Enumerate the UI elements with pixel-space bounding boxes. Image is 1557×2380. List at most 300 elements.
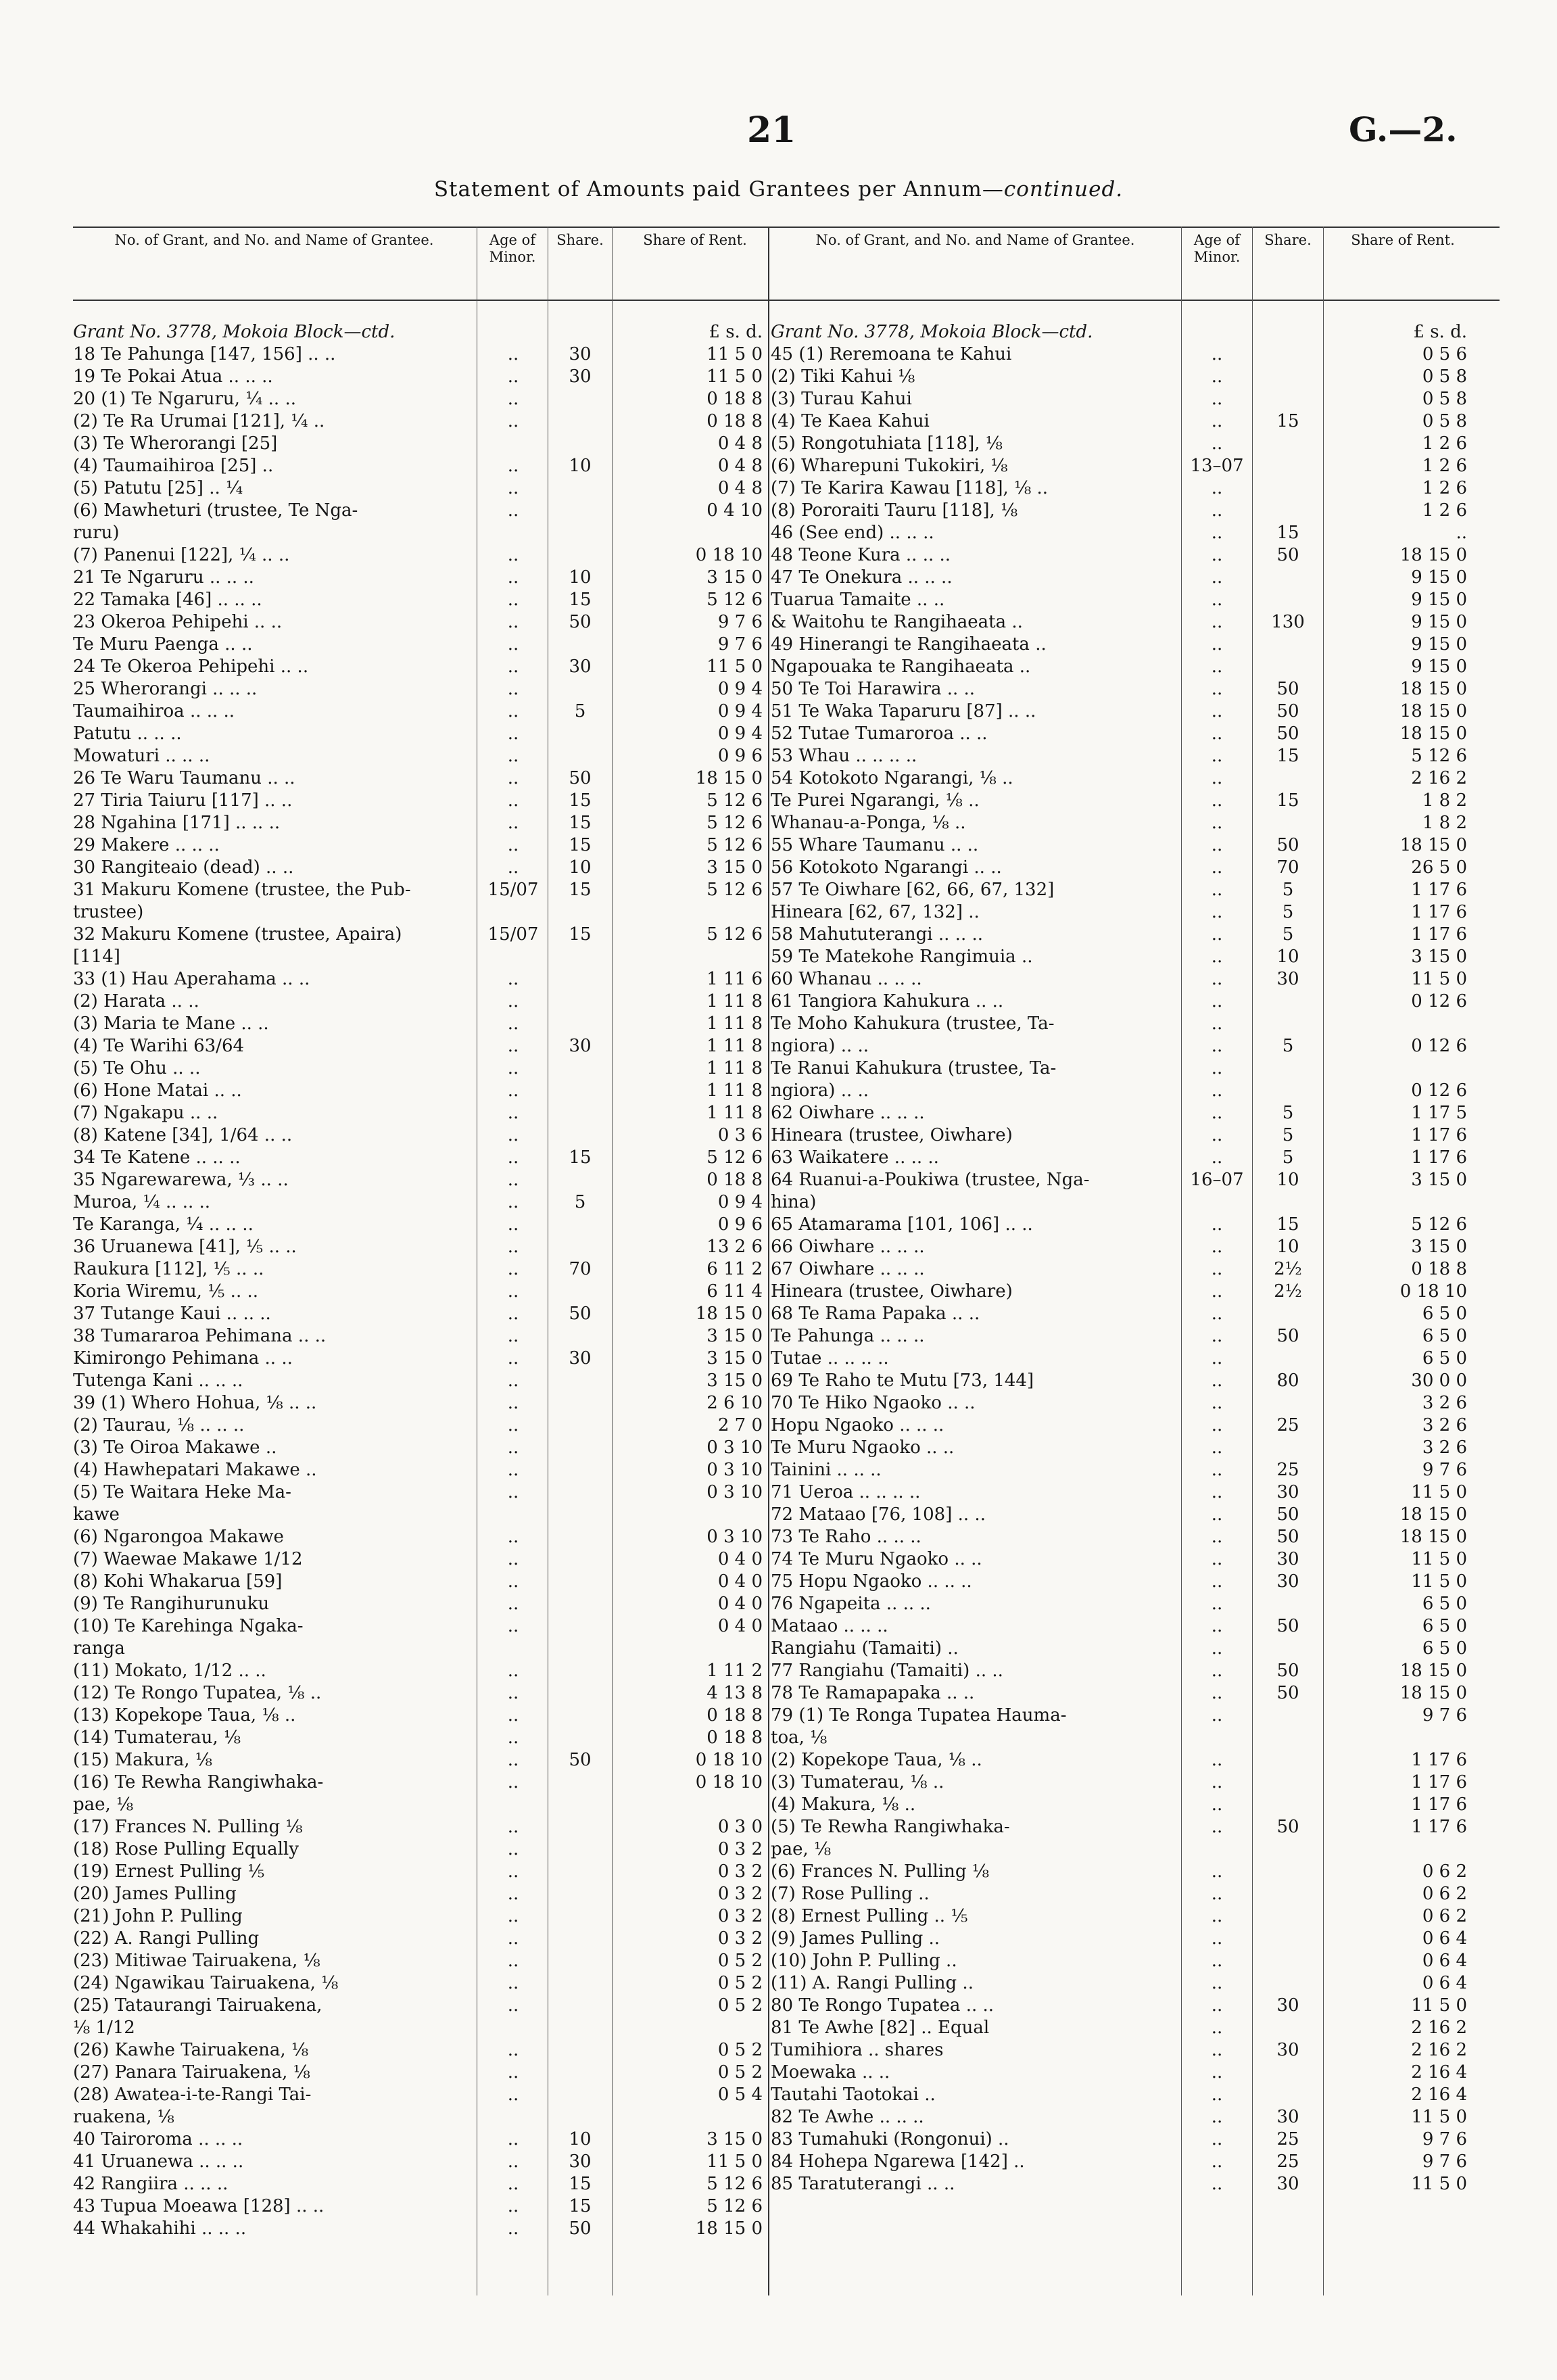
grantee-row	[73, 1928, 802, 1950]
age-of-minor: ..	[1211, 590, 1223, 610]
grantee-row	[771, 1794, 1500, 1816]
share-value: 50	[569, 612, 592, 632]
age-of-minor: ..	[1211, 1683, 1223, 1703]
grantee-row	[73, 2128, 802, 2151]
grantee-name: 48 Teone Kura .. .. ..	[771, 545, 951, 565]
age-of-minor: ..	[507, 1125, 519, 1145]
age-of-minor: ..	[507, 590, 519, 610]
grantee-row	[771, 1749, 1500, 1771]
rent-value: 1 2 6	[1422, 500, 1467, 521]
grantee-name: 79 (1) Te Ronga Tupatea Hauma-	[771, 1705, 1067, 1726]
grantee-name: Tautahi Taotokai ..	[771, 2085, 936, 2105]
grantee-name: pae, ⅛	[73, 1794, 134, 1815]
rent-value: 5 12 6	[706, 924, 763, 945]
grantee-name: Raukura [112], ⅕ .. ..	[73, 1259, 264, 1279]
share-value: 30	[1276, 2174, 1299, 2194]
grantee-name: (15) Makura, ⅛	[73, 1750, 212, 1770]
rent-value: 0 6 4	[1422, 1973, 1467, 1993]
rent-value: 3 15 0	[706, 857, 763, 878]
rent-value: 2 16 2	[1411, 768, 1467, 788]
grantee-name: (3) Tumaterau, ⅛ ..	[771, 1772, 944, 1792]
grantee-row	[73, 1861, 802, 1883]
age-of-minor: ..	[507, 1728, 519, 1748]
grantee-row	[771, 611, 1500, 634]
grantee-row	[771, 1838, 1500, 1861]
age-of-minor: ..	[1211, 523, 1223, 543]
grantee-row	[73, 1191, 802, 1214]
share-value: 30	[1276, 1571, 1299, 1592]
grantee-row	[771, 1481, 1500, 1504]
grantee-row	[771, 1080, 1500, 1102]
share-value: 15	[569, 790, 592, 811]
grantee-row	[771, 410, 1500, 433]
share-value: 15	[1276, 790, 1299, 811]
header-rule-bottom	[73, 300, 802, 301]
age-of-minor: ..	[1211, 500, 1223, 521]
grantee-name: 41 Uruanewa .. .. ..	[73, 2151, 244, 2172]
share-value: 25	[1276, 1460, 1299, 1480]
grantee-name: 61 Tangiora Kahukura .. ..	[771, 991, 1004, 1012]
grantee-row	[73, 1325, 802, 1348]
age-of-minor: ..	[507, 1058, 519, 1078]
rent-value: 0 3 10	[706, 1437, 763, 1458]
grantee-name: 80 Te Rongo Tupatea .. ..	[771, 1995, 995, 2016]
grantee-name: 83 Tumahuki (Rongonui) ..	[771, 2129, 1009, 2149]
rent-value: 11 5 0	[1411, 969, 1467, 989]
grantee-name: (4) Hawhepatari Makawe ..	[73, 1460, 317, 1480]
grantee-name: trustee)	[73, 902, 144, 922]
rent-value: 11 5 0	[706, 344, 763, 364]
rent-value: 6 11 2	[706, 1259, 763, 1279]
rent-value: 6 5 0	[1422, 1594, 1467, 1614]
rent-value: 18 15 0	[1399, 1661, 1467, 1681]
grantee-row	[771, 366, 1500, 388]
grantee-name: 54 Kotokoto Ngarangi, ⅛ ..	[771, 768, 1013, 788]
age-of-minor: ..	[1211, 1616, 1223, 1636]
rent-value: 1 2 6	[1422, 433, 1467, 454]
age-of-minor: ..	[1211, 344, 1223, 364]
grantee-row	[771, 1905, 1500, 1928]
share-value: 30	[1276, 969, 1299, 989]
age-of-minor: ..	[1211, 857, 1223, 878]
age-of-minor: ..	[507, 2196, 519, 2216]
grantee-row	[73, 745, 802, 767]
rent-value: 0 6 2	[1422, 1884, 1467, 1904]
grantee-name: (7) Rose Pulling ..	[771, 1884, 930, 1904]
age-of-minor: ..	[1211, 1951, 1223, 1971]
rent-value: 0 4 8	[717, 456, 763, 476]
rent-value: 0 9 6	[717, 1214, 763, 1235]
age-of-minor: ..	[1211, 1393, 1223, 1413]
rent-value: 6 5 0	[1422, 1304, 1467, 1324]
rent-value: 2 16 4	[1411, 2062, 1467, 2082]
age-of-minor: ..	[1211, 1928, 1223, 1949]
grantee-row	[771, 767, 1500, 790]
grantee-name: (4) Makura, ⅛ ..	[771, 1794, 916, 1815]
rent-value: 0 5 6	[1422, 344, 1467, 364]
rent-value: 0 18 8	[706, 1170, 763, 1190]
grantee-name: (4) Taumaihiroa [25] ..	[73, 456, 274, 476]
grantee-name: Te Muru Ngaoko .. ..	[771, 1437, 955, 1458]
grantee-row	[771, 2128, 1500, 2151]
grantee-name: Te Muru Paenga .. ..	[73, 634, 253, 654]
grantee-row	[73, 611, 802, 634]
grantee-name: (5) Te Ohu .. ..	[73, 1058, 201, 1078]
share-value: 15	[1276, 523, 1299, 543]
age-of-minor: ..	[1211, 768, 1223, 788]
share-value: 10	[1276, 947, 1299, 967]
share-value: 5	[1282, 1125, 1294, 1145]
age-of-minor: ..	[1211, 924, 1223, 945]
grantee-row	[73, 343, 802, 366]
rent-value: 0 5 2	[717, 1995, 763, 2016]
grantee-row	[73, 1794, 802, 1816]
share-value: 30	[1276, 1995, 1299, 2016]
grantee-name: (6) Wharepuni Tukokiri, ⅛	[771, 456, 1008, 476]
grantee-row	[73, 1816, 802, 1838]
age-of-minor: ..	[507, 2062, 519, 2082]
grantee-row	[73, 946, 802, 968]
grantee-name: 58 Mahututerangi .. .. ..	[771, 924, 984, 945]
rent-value: 1 11 8	[706, 1103, 763, 1123]
grantee-name: (2) Te Ra Urumai [121], ¼ ..	[73, 411, 325, 431]
rent-value: 1 17 6	[1411, 1794, 1467, 1815]
rent-value: 6 5 0	[1422, 1326, 1467, 1346]
rent-value: 3 15 0	[1411, 1170, 1467, 1190]
age-of-minor: ..	[1211, 2107, 1223, 2127]
rent-value: 0 5 8	[1422, 411, 1467, 431]
age-of-minor: ..	[507, 456, 519, 476]
share-value: 15	[569, 813, 592, 833]
age-of-minor: ..	[1211, 1705, 1223, 1726]
age-of-minor: ..	[507, 2151, 519, 2172]
grantee-row	[771, 2106, 1500, 2128]
grantee-row	[771, 1013, 1500, 1035]
share-value: 50	[1276, 545, 1299, 565]
age-of-minor: ..	[1211, 1504, 1223, 1525]
age-of-minor: ..	[507, 1415, 519, 1435]
rent-value: 0 4 0	[717, 1571, 763, 1592]
age-of-minor: ..	[507, 835, 519, 855]
grantee-row	[73, 1459, 802, 1481]
rent-value: 0 4 8	[717, 478, 763, 498]
grantee-row	[771, 1928, 1500, 1950]
share-value: 50	[1276, 835, 1299, 855]
grantee-name: Te Ranui Kahukura (trustee, Ta-	[771, 1058, 1057, 1078]
age-of-minor: ..	[507, 1750, 519, 1770]
grantee-row	[73, 477, 802, 500]
age-of-minor: ..	[507, 1527, 519, 1547]
grantee-row	[73, 366, 802, 388]
grantee-name: Te Purei Ngarangi, ⅛ ..	[771, 790, 980, 811]
grantee-name: 47 Te Onekura .. .. ..	[771, 567, 953, 588]
age-of-minor: ..	[507, 1348, 519, 1368]
grantee-row	[771, 1414, 1500, 1437]
grantee-row	[771, 343, 1500, 366]
header-rule-top	[771, 227, 1500, 228]
age-of-minor: ..	[507, 567, 519, 588]
rent-value: 0 3 2	[717, 1861, 763, 1882]
age-of-minor: ..	[507, 1460, 519, 1480]
rent-value: 0 5 2	[717, 1951, 763, 1971]
age-of-minor: ..	[1211, 790, 1223, 811]
rent-value: 26 5 0	[1411, 857, 1467, 878]
grantee-row	[771, 1571, 1500, 1593]
age-of-minor: ..	[1211, 947, 1223, 967]
rent-value: 11 5 0	[706, 657, 763, 677]
rent-value: 0 3 2	[717, 1906, 763, 1926]
grantee-row	[73, 2062, 802, 2084]
rent-value: 1 11 8	[706, 1058, 763, 1078]
grantee-row	[771, 1236, 1500, 1258]
grantee-row	[73, 879, 802, 901]
age-of-minor: ..	[507, 1772, 519, 1792]
age-of-minor: ..	[1211, 2174, 1223, 2194]
grantee-name: (7) Te Karira Kawau [118], ⅛ ..	[771, 478, 1049, 498]
grantee-name: (11) Mokato, 1/12 .. ..	[73, 1661, 266, 1681]
grantee-name: (9) Te Rangihurunuku	[73, 1594, 270, 1614]
page-reference: G.—2.	[1349, 110, 1458, 149]
share-value: 50	[569, 1750, 592, 1770]
grantee-name: 27 Tiria Taiuru [117] .. ..	[73, 790, 293, 811]
grantee-row	[73, 2218, 802, 2240]
age-of-minor: ..	[1211, 1549, 1223, 1569]
grantee-name: 46 (See end) .. .. ..	[771, 523, 934, 543]
rent-value: 0 18 8	[706, 1728, 763, 1748]
grantee-name: (24) Ngawikau Tairuakena, ⅛	[73, 1973, 339, 1993]
rent-value: 9 7 6	[1422, 1460, 1467, 1480]
age-of-minor: ..	[1211, 1281, 1223, 1302]
grantee-row	[73, 2151, 802, 2173]
grantee-row	[771, 1526, 1500, 1548]
grantee-row	[73, 1080, 802, 1102]
age-of-minor: ..	[507, 1906, 519, 1926]
age-of-minor: ..	[1211, 1661, 1223, 1681]
grantee-row	[771, 924, 1500, 946]
share-value: 15	[1276, 411, 1299, 431]
grantee-row	[771, 1995, 1500, 2017]
grantee-name: 40 Tairoroma .. .. ..	[73, 2129, 243, 2149]
grantee-row	[771, 1169, 1500, 1191]
rent-value: 0 18 8	[706, 389, 763, 409]
age-of-minor: ..	[507, 1170, 519, 1190]
grantee-name: 31 Makuru Komene (trustee, the Pub-	[73, 880, 411, 900]
grantee-row	[73, 2017, 802, 2039]
grantee-row	[771, 2062, 1500, 2084]
share-value: 50	[1276, 679, 1299, 699]
share-value: 50	[1276, 701, 1299, 721]
share-value: 50	[1276, 723, 1299, 744]
grantee-row	[73, 1771, 802, 1794]
grantee-row	[771, 1883, 1500, 1905]
grantee-name: Grant No. 3778, Mokoia Block—ctd.	[771, 322, 1093, 342]
age-of-minor: ..	[1211, 679, 1223, 699]
grantee-row	[73, 1303, 802, 1325]
share-value: 5	[1282, 902, 1294, 922]
age-of-minor: ..	[507, 679, 519, 699]
page-title	[0, 177, 1557, 201]
age-of-minor: ..	[1211, 1214, 1223, 1235]
header-rent: Share of Rent.	[643, 232, 747, 248]
grantee-name: Grant No. 3778, Mokoia Block—ctd.	[73, 322, 396, 342]
share-value: 10	[1276, 1237, 1299, 1257]
grantee-name: 74 Te Muru Ngaoko .. ..	[771, 1549, 982, 1569]
grantee-row	[73, 522, 802, 544]
rent-value: 1 2 6	[1422, 478, 1467, 498]
grantee-row	[771, 388, 1500, 410]
rent-value: 11 5 0	[706, 2151, 763, 2172]
share-value: 15	[569, 1147, 592, 1168]
grantee-row	[771, 1370, 1500, 1392]
grantee-row	[771, 745, 1500, 767]
grantee-name: Hineara (trustee, Oiwhare)	[771, 1281, 1013, 1302]
rent-value: 3 15 0	[706, 1348, 763, 1368]
grantee-name: (6) Mawheturi (trustee, Te Nga-	[73, 500, 358, 521]
grantee-row	[771, 678, 1500, 700]
grantee-name: ranga	[73, 1638, 125, 1659]
grantee-name: (11) A. Rangi Pulling ..	[771, 1973, 974, 1993]
grantee-name: Hineara [62, 67, 132] ..	[771, 902, 980, 922]
age-of-minor: ..	[507, 813, 519, 833]
grantee-name: 43 Tupua Moeawa [128] .. ..	[73, 2196, 325, 2216]
grantee-row	[73, 1236, 802, 1258]
rent-value: 5 12 6	[706, 880, 763, 900]
grantee-name: Te Karanga, ¼ .. .. ..	[73, 1214, 254, 1235]
rent-value: ..	[1456, 523, 1467, 543]
rent-value: £ s. d.	[709, 322, 763, 342]
age-of-minor: ..	[507, 1192, 519, 1212]
rent-value: 0 3 2	[717, 1839, 763, 1859]
grantee-row	[771, 1705, 1500, 1727]
age-of-minor: ..	[507, 411, 519, 431]
share-value: 5	[1282, 880, 1294, 900]
rent-value: 0 4 8	[717, 433, 763, 454]
rent-value: 1 17 6	[1411, 1772, 1467, 1792]
grantee-name: 26 Te Waru Taumanu .. ..	[73, 768, 295, 788]
rent-value: 9 7 6	[717, 634, 763, 654]
age-of-minor: ..	[1211, 1750, 1223, 1770]
grantee-name: ngiora) .. ..	[771, 1036, 869, 1056]
age-of-minor: ..	[1211, 1437, 1223, 1458]
grantee-name: 66 Oiwhare .. .. ..	[771, 1237, 925, 1257]
share-value: 15	[569, 924, 592, 945]
age-of-minor: ..	[507, 1437, 519, 1458]
grantee-name: Hopu Ngaoko .. .. ..	[771, 1415, 944, 1435]
grantee-name: 34 Te Katene .. .. ..	[73, 1147, 241, 1168]
grantee-name: ruakena, ⅛	[73, 2107, 174, 2127]
age-of-minor: ..	[1211, 991, 1223, 1012]
grantee-row	[771, 790, 1500, 812]
rent-value: 1 17 6	[1411, 1147, 1467, 1168]
grantee-row	[771, 433, 1500, 455]
age-of-minor: 15/07	[487, 880, 539, 900]
grantee-row	[771, 1258, 1500, 1281]
grantee-name: 82 Te Awhe .. .. ..	[771, 2107, 924, 2127]
grantee-row	[771, 1281, 1500, 1303]
share-value: 50	[569, 1304, 592, 1324]
age-of-minor: ..	[1211, 1527, 1223, 1547]
age-of-minor: ..	[1211, 1460, 1223, 1480]
age-of-minor: ..	[507, 790, 519, 811]
grantee-row	[771, 589, 1500, 611]
rent-value: 9 15 0	[1411, 634, 1467, 654]
age-of-minor: ..	[507, 2085, 519, 2105]
grantee-name: (12) Te Rongo Tupatea, ⅛ ..	[73, 1683, 322, 1703]
share-value: 25	[1276, 1415, 1299, 1435]
age-of-minor: ..	[1211, 813, 1223, 833]
grantee-name: 81 Te Awhe [82] .. Equal	[771, 2018, 990, 2038]
grantee-row	[73, 1392, 802, 1414]
grantee-name: Moewaka .. ..	[771, 2062, 890, 2082]
grantee-name: (5) Te Rewha Rangiwhaka-	[771, 1817, 1010, 1837]
grantee-name: (10) Te Karehinga Ngaka-	[73, 1616, 304, 1636]
grantee-row	[73, 790, 802, 812]
grantee-row	[771, 1325, 1500, 1348]
grantee-row	[73, 500, 802, 522]
age-of-minor: ..	[507, 634, 519, 654]
age-of-minor: ..	[507, 2129, 519, 2149]
grantee-row	[73, 1013, 802, 1035]
grantee-row	[771, 522, 1500, 544]
share-value: 30	[1276, 1549, 1299, 1569]
rent-value: 0 3 10	[706, 1460, 763, 1480]
header-rule-bottom	[771, 300, 1500, 301]
rent-value: 3 2 6	[1422, 1415, 1467, 1435]
rent-value: 11 5 0	[706, 366, 763, 387]
grantee-name: 71 Ueroa .. .. .. ..	[771, 1482, 921, 1502]
share-value: 15	[569, 2196, 592, 2216]
share-value: 50	[1276, 1504, 1299, 1525]
grantee-name: 20 (1) Te Ngaruru, ¼ .. ..	[73, 389, 296, 409]
rent-value: 2 7 0	[717, 1415, 763, 1435]
grantee-name: 42 Rangiira .. .. ..	[73, 2174, 229, 2194]
age-of-minor: ..	[1211, 1884, 1223, 1904]
age-of-minor: ..	[1211, 723, 1223, 744]
age-of-minor: ..	[1211, 1326, 1223, 1346]
age-of-minor: ..	[1211, 902, 1223, 922]
age-of-minor: ..	[507, 1080, 519, 1101]
share-value: 5	[1282, 1103, 1294, 1123]
grantee-row	[771, 1682, 1500, 1705]
age-of-minor: ..	[507, 1951, 519, 1971]
age-of-minor: ..	[507, 2218, 519, 2239]
age-of-minor: ..	[1211, 1906, 1223, 1926]
age-of-minor: ..	[1211, 1304, 1223, 1324]
grantee-name: pae, ⅛	[771, 1839, 832, 1859]
grantee-row	[771, 1102, 1500, 1124]
grantee-name: 72 Mataao [76, 108] .. ..	[771, 1504, 986, 1525]
grantee-name: 62 Oiwhare .. .. ..	[771, 1103, 925, 1123]
age-of-minor: ..	[507, 723, 519, 744]
rent-value: 6 11 4	[706, 1281, 763, 1302]
age-of-minor: ..	[1211, 1014, 1223, 1034]
grantee-row	[771, 1615, 1500, 1638]
share-value: 30	[569, 657, 592, 677]
grantee-row	[73, 1035, 802, 1057]
rent-value: 11 5 0	[1411, 1549, 1467, 1569]
grantee-row	[771, 1638, 1500, 1660]
age-of-minor: ..	[1211, 1080, 1223, 1101]
share-value: 50	[1276, 1326, 1299, 1346]
rent-value: 1 8 2	[1422, 813, 1467, 833]
grantee-row	[73, 1504, 802, 1526]
rent-value: 0 5 2	[717, 2040, 763, 2060]
grantee-row	[771, 1057, 1500, 1080]
grantee-row	[771, 968, 1500, 991]
age-of-minor: ..	[1211, 2085, 1223, 2105]
share-value: 15	[569, 2174, 592, 2194]
age-of-minor: ..	[1211, 1371, 1223, 1391]
